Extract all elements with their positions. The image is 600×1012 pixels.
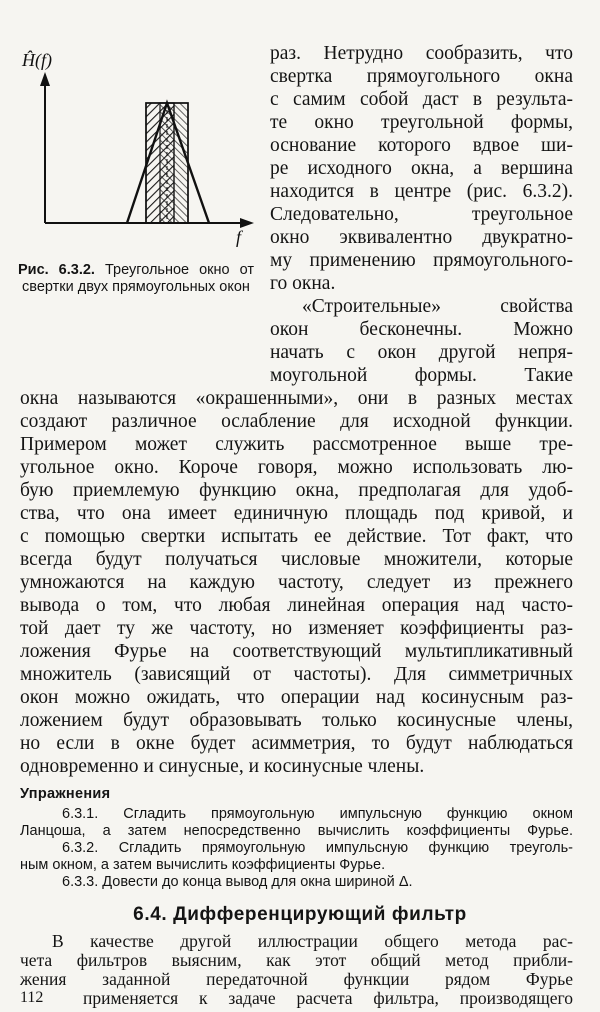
text-line: чета фильтров выясним, как этот общий метод прибли- (20, 950, 573, 970)
text-line: с помощью свертки испытать ее действие. Тот факт, что (20, 526, 573, 547)
text-line: окон можно ожидать, что операции над косинусным раз- (20, 687, 573, 708)
text-line: но если в окне будет асимметрия, то будут наблюдаться (20, 733, 573, 754)
y-axis-arrow (40, 72, 50, 86)
caption-number: Рис. 6.3.2. (18, 262, 95, 278)
text-line: Следовательно, треугольное (270, 204, 573, 225)
text-line: ства, что она имеет единичную площадь под кривой, и (20, 503, 573, 524)
text-line: той дает ту же частоту, но изменяет коэффициенты раз- (20, 618, 573, 639)
text-line: В качестве другой иллюстрации общего метода рас- (52, 931, 573, 951)
figure-6-3-2 (10, 40, 260, 260)
text-line: ре исходного окна, а вершина (270, 158, 573, 179)
y-axis-label: Ĥ(f) (22, 50, 52, 70)
text-line: находится в центре (рис. 6.3.2). (270, 181, 573, 202)
text-line: применяется к задаче расчета фильтра, производящего (83, 988, 573, 1008)
text-line: «Строительные» свойства (302, 296, 573, 317)
text-line: угольное окно. Короче говоря, можно использовать лю- (20, 457, 573, 478)
text-line: окно эквивалентно двукратно- (270, 227, 573, 248)
text-line: умножаются на каждую частоту, следует из прежнего (20, 572, 573, 593)
text-line: вывода о том, что любая линейная операция над часто- (20, 595, 573, 616)
text-line: Примером может служить рассмотренное выше тре- (20, 434, 573, 455)
exercise-line: ным окном, а затем вычислить коэффициенты Фурье. (20, 857, 386, 873)
exercise-line: Ланцоша, а затем непосредственно вычислить коэффициенты Фурье. (20, 823, 573, 839)
text-line: ложения Фурье на соответствующий мультипликативный (20, 641, 573, 662)
text-line: множитель (зависящий от частоты). Для симметричных (20, 664, 573, 685)
triangle-window-plot (10, 40, 260, 260)
text-line: моугольной формы. Такие (270, 365, 573, 386)
text-line: раз. Нетрудно сообразить, что (270, 43, 573, 64)
text-line: с самим собой даст в результа- (270, 89, 573, 110)
exercise-line: 6.3.1. Сгладить прямоугольную импульсную функцию окном (62, 806, 573, 822)
text-line: окна называются «окрашенными», они в разных местах (20, 388, 573, 409)
x-axis-label: f (236, 227, 242, 247)
text-line: одновременно и синусные, и косинусные члены. (20, 756, 425, 777)
text-line: окон бесконечны. Можно (270, 319, 573, 340)
caption-text: Треугольное окно от свертки двух прямоугольных окон (22, 262, 254, 295)
text-line: ложением будут образовывать только косинусные члены, (20, 710, 573, 731)
text-line: го окна. (270, 273, 336, 294)
text-line: жения заданной передаточной функции рядом Фурье (20, 969, 573, 989)
text-line: му применению прямоугольного- (270, 250, 573, 271)
section-heading: 6.4. Дифференцирующий фильтр (133, 904, 467, 925)
text-line: бую приемлемую функцию окна, предполагая для удоб- (20, 480, 573, 501)
text-line: свертка прямоугольного окна (270, 66, 573, 87)
text-line: создают различное ослабление для исходной функции. (20, 411, 573, 432)
text-line: всегда будут получаться числовые множители, которые (20, 549, 573, 570)
figure-caption (18, 262, 254, 296)
x-axis-arrow (240, 218, 254, 228)
exercises-title: Упражнения (20, 786, 111, 802)
page-number: 112 (20, 989, 44, 1006)
text-line: начать с окон другой непря- (270, 342, 573, 363)
text-line: основание которого вдвое ши- (270, 135, 573, 156)
text-line: те окно треугольной формы, (270, 112, 573, 133)
exercise-line: 6.3.2. Сгладить прямоугольную импульсную функцию треуголь- (62, 840, 573, 856)
exercise-line: 6.3.3. Довести до конца вывод для окна шириной Δ. (62, 874, 413, 890)
